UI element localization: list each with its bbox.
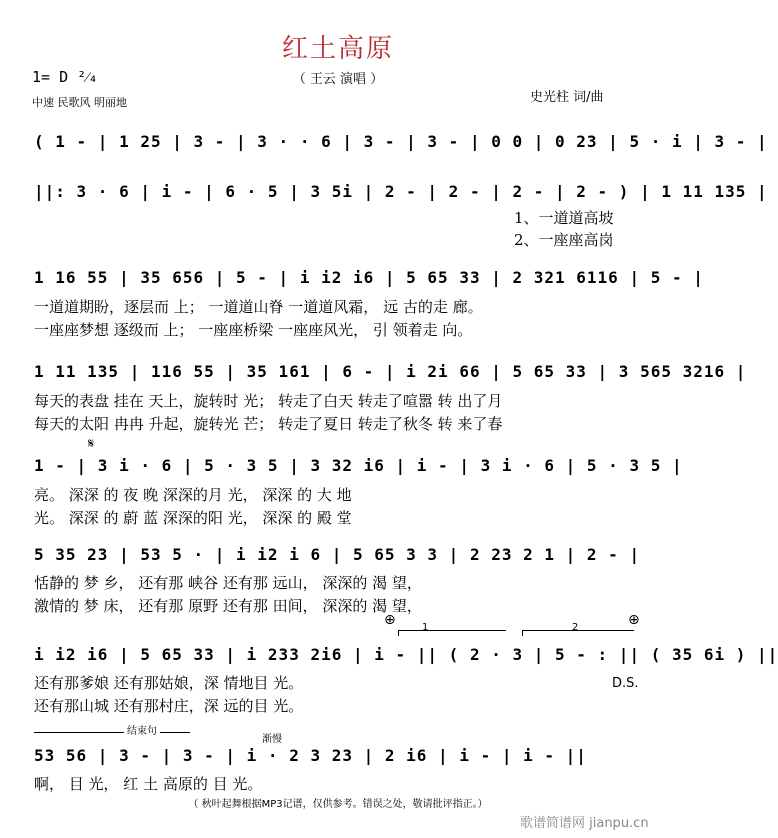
volta-1-tick [398, 630, 399, 636]
score-row-8: 53 56 | 3 - | 3 - | i · 2 3 23 | 2 i6 | i - | i - || [34, 746, 587, 765]
volta-2-label: 2 [572, 622, 579, 633]
score-row-4: 1 11 135 | 116 55 | 35 161 | 6 - | i 2i 66 | 5 65 33 | 3 565 3216 | [34, 362, 747, 381]
score-row-1: ( 1 - | 1 25 | 3 - | 3 · · 6 | 3 - | 3 - | 0 0 | 0 23 | 5 · i | 3 - | [34, 132, 768, 151]
lyric-row-7-verse-1: 还有那爹娘 还有那姑娘，深 情地目 光。 [34, 674, 304, 692]
lyric-row-2-verse-2: 2、一座座高岗 [514, 231, 614, 249]
coda-sign-left: ⊕ [384, 612, 396, 628]
lyric-row-3-verse-2: 一座座梦想 逐级而 上； 一座座桥梁 一座座风光， 引 领着走 向。 [34, 321, 473, 339]
lyric-row-3-verse-1: 一道道期盼，逐层而 上； 一道道山脊 一道道风霜， 远 古的走 廊。 [34, 298, 483, 316]
lyric-row-5-verse-2: 光。 深深 的 蔚 蓝 深深的阳 光， 深深 的 殿 堂 [34, 509, 352, 527]
score-row-2: ||: 3 · 6 | i - | 6 · 5 | 3 5i | 2 - | 2 - | 2 - | 2 - ) | 1 11 135 | [34, 182, 768, 201]
slower-label: 渐慢 [262, 734, 282, 745]
lyric-row-8: 啊， 目 光， 红 土 高原的 目 光。 [34, 775, 263, 793]
volta-1-line [398, 630, 506, 631]
singer: （ 王云 演唱 ） [292, 72, 384, 87]
dal-segno: D.S. [612, 676, 639, 691]
score-row-6: 5 35 23 | 53 5 · | i i2 i 6 | 5 65 3 3 | 2 23 2 1 | 2 - | [34, 545, 641, 564]
lyric-row-4-verse-1: 每天的表盘 挂在 天上，旋转时 光； 转走了白天 转走了喧嚣 转 出了月 [34, 392, 503, 410]
lyric-row-5-verse-1: 亮。 深深 的 夜 晚 深深的月 光， 深深 的 大 地 [34, 486, 352, 504]
lyric-row-7-verse-2: 还有那山城 还有那村庄，深 远的目 光。 [34, 697, 304, 715]
score-row-7: i i2 i6 | 5 65 33 | i 233 2i6 | i - || ( 2 · 3 | 5 - : || ( 35 6i ) || [34, 645, 778, 664]
lyric-row-6-verse-1: 恬静的 梦 乡， 还有那 峡谷 还有那 远山， 深深的 渴 望， [34, 574, 422, 592]
score-row-3: 1 16 55 | 35 656 | 5 - | i i2 i6 | 5 65 33 | 2 321 6116 | 5 - | [34, 268, 704, 287]
key-signature: 1= D ²⁄₄ [32, 68, 98, 86]
watermark: 歌谱简谱网 jianpu.cn [520, 816, 649, 831]
coda-sign-right: ⊕ [628, 612, 640, 628]
ending-line [34, 732, 190, 733]
ending-label: 结束句 [124, 722, 160, 737]
lyric-row-2-verse-1: 1、一道道高坡 [514, 209, 614, 227]
segno-sign: 𝄋 [88, 436, 95, 452]
tempo-marking: 中速 民歌风 明丽地 [32, 96, 127, 109]
authors: 史光柱 词/曲 [530, 90, 604, 105]
lyric-row-6-verse-2: 激情的 梦 床， 还有那 原野 还有那 田间， 深深的 渴 望， [34, 597, 422, 615]
lyric-row-4-verse-2: 每天的太阳 冉冉 升起，旋转光 芒； 转走了夏日 转走了秋冬 转 来了春 [34, 415, 503, 433]
score-row-5: 1 - | 3 i · 6 | 5 · 3 5 | 3 32 i6 | i - | 3 i · 6 | 5 · 3 5 | [34, 456, 683, 475]
song-title: 红土高原 [281, 34, 394, 64]
volta-2-tick [522, 630, 523, 636]
footer-note: （ 秋叶起舞根据MP3记谱，仅供参考。错误之处，敬请批评指正。） [188, 799, 488, 810]
volta-1-label: 1 [422, 622, 429, 633]
